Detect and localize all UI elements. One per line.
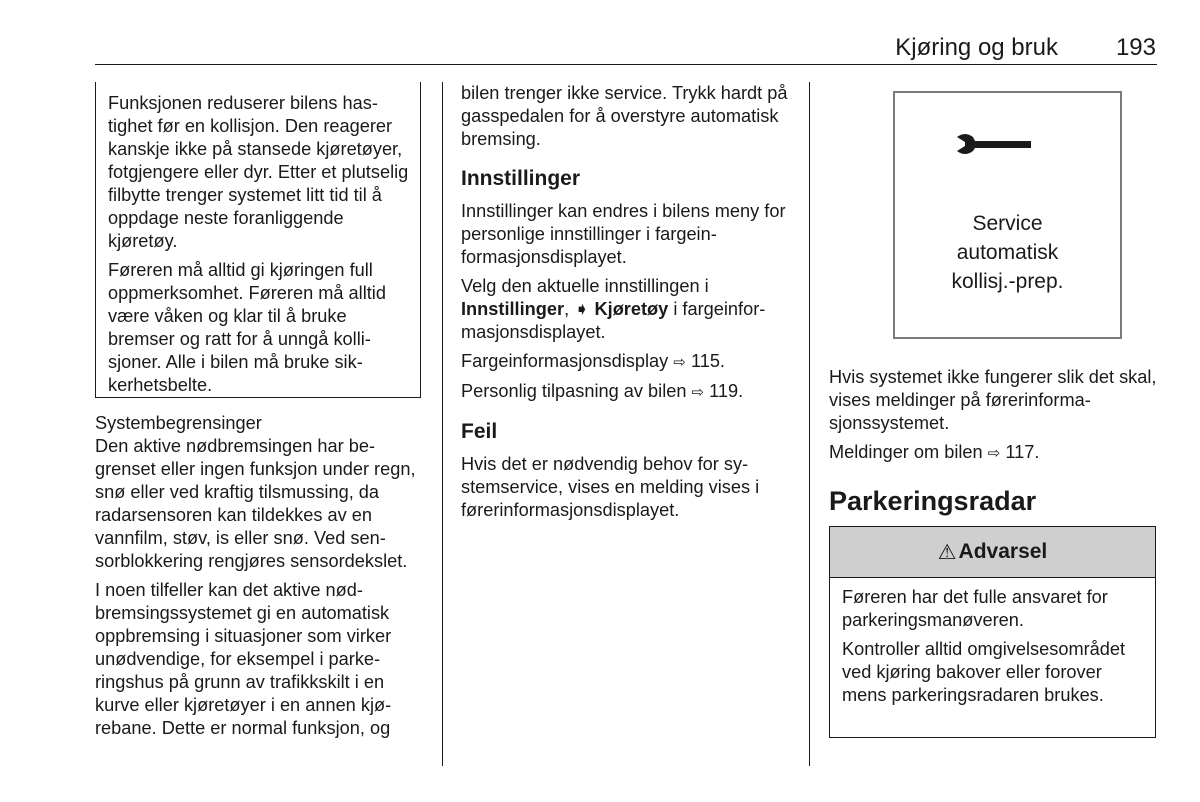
- paragraph: bilen trenger ikke service. Trykk hardt på gasspedalen for å overstyre automatisk bremsing.: [461, 83, 788, 149]
- reference-text: Meldinger om bilen: [829, 442, 983, 462]
- separator: ,: [564, 299, 575, 319]
- arrow-right-icon: ➧: [574, 299, 590, 319]
- reference-text: Personlig tilpasning av bilen: [461, 381, 687, 401]
- cross-reference: [461, 350, 791, 374]
- text: i fargeinformasjonsdisplayet.: [461, 299, 766, 342]
- heading-settings: Innstillinger: [461, 167, 581, 190]
- paragraph: Hvis systemet ikke fungerer slik det skal, vises meldinger på førerinformasjonssystemet.: [829, 367, 1157, 433]
- warning-header: [830, 527, 1155, 578]
- section-heading-parking-radar: Parkeringsradar: [829, 486, 1037, 516]
- paragraph: I noen tilfeller kan det aktive nødbremsingssystemet gi en automatisk oppbremsing i situasjoner som virker unødvendige, for eksempel i parkeringshus på grunn av trafikkskilt i en kurve eller kjøretøyer i en annen kjørebane. Dette er normal funksjon, og: [95, 580, 392, 738]
- page-reference-icon: ⇨: [691, 384, 705, 401]
- warning-box: [829, 526, 1156, 738]
- cross-reference: [461, 380, 791, 404]
- page-header-title: Kjøring og bruk: [895, 34, 1058, 61]
- info-paragraph: Funksjonen reduserer bilens hastighet før en kollisjon. Den reagerer kanskje ikke på stansede kjøretøyer, fotgjengere eller dyr. Etter et plutselig filbytte trenger systemet litt tid til å oppdage neste foranliggende kjøretøy.: [108, 93, 409, 251]
- paragraph-menu-path: [461, 275, 791, 344]
- warning-title: Advarsel: [958, 540, 1048, 563]
- warning-paragraph: Kontroller alltid omgivelsesområdet ved kjøring bakover eller forover mens parkeringsradaren brukes.: [842, 639, 1126, 705]
- paragraph: Hvis det er nødvendig behov for systemservice, vises en melding vises i førerinformasjonsdisplayet.: [461, 454, 760, 520]
- warning-body: [830, 578, 1155, 707]
- header-divider: [95, 64, 1157, 65]
- display-message-figure: [893, 91, 1122, 339]
- subheading-system-limits: Systembegrensinger: [95, 413, 262, 433]
- paragraph: Innstillinger kan endres i bilens meny for personlige innstillinger i fargeinformasjonsdisplayet.: [461, 201, 786, 267]
- reference-text: Fargeinformasjonsdisplay: [461, 351, 669, 371]
- menu-item-settings: Innstillinger: [461, 299, 565, 319]
- reference-page: 119.: [709, 381, 744, 401]
- reference-page: 117.: [1005, 442, 1040, 462]
- column-divider-left: [442, 82, 443, 766]
- right-column-body: [829, 366, 1157, 471]
- display-line: automatisk: [956, 241, 1059, 264]
- wrench-icon: [955, 129, 1035, 159]
- left-column-body: [95, 412, 425, 746]
- page-number: 193: [1115, 34, 1156, 61]
- info-paragraph: Føreren må alltid gi kjøringen full oppmerksomhet. Føreren må alltid være våken og klar til å bruke bremser og ratt for å unngå kollisjoner. Alle i bilen må bruke sikkerhetsbelte.: [108, 260, 386, 395]
- page-reference-icon: ⇨: [673, 354, 686, 371]
- reference-page: 115.: [690, 351, 725, 371]
- info-box: [95, 82, 421, 398]
- menu-item-vehicle: Kjøretøy: [594, 299, 669, 319]
- display-message-text: [895, 209, 1120, 296]
- middle-column: [461, 82, 791, 528]
- display-line: Service: [972, 212, 1043, 235]
- page-reference-icon: ⇨: [987, 445, 1001, 462]
- text: Velg den aktuelle innstillingen i: [461, 276, 709, 296]
- column-divider-right: [809, 82, 810, 766]
- display-line: kollisj.-prep.: [951, 270, 1064, 293]
- warning-icon: ⚠: [937, 540, 957, 564]
- paragraph: Den aktive nødbremsingen har begrenset eller ingen funksjon under regn, snø eller ved kraftig tilsmussing, da radarsensoren kan tildekkes av en vannfilm, støv, is eller snø. Ved sensorblokkering rengjøres sensordekslet.: [95, 436, 416, 571]
- warning-paragraph: Føreren har det fulle ansvaret for parkeringsmanøveren.: [842, 587, 1108, 630]
- heading-fault: Feil: [461, 420, 498, 443]
- cross-reference: [829, 441, 1157, 465]
